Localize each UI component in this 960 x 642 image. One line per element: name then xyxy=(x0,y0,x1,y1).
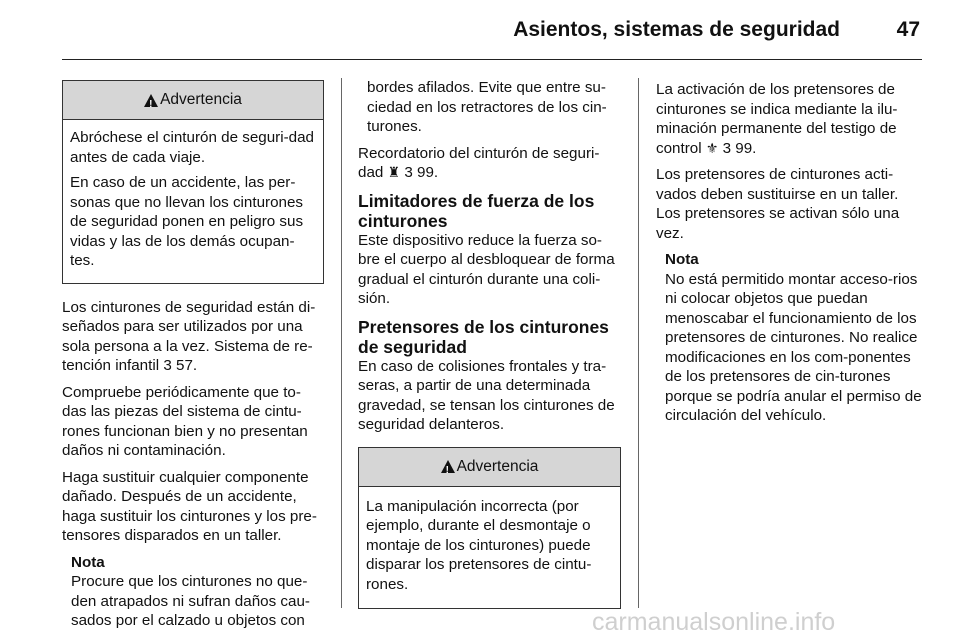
warning-label: Advertencia xyxy=(456,457,539,475)
heading-pretensioners: Pretensores de los cinturones de seguridad xyxy=(358,316,609,357)
note-text: No está permitido montar acceso-rios ni colocar objetos que puedan menoscabar el funcionamiento de los pretensores de cinturones. No realice modificaciones en los com-ponentes de los pretensores de cin-turones porque se podría anular el permiso de circulación del vehículo. xyxy=(665,270,922,424)
warning-triangle-icon xyxy=(144,94,158,107)
warning-header xyxy=(63,81,323,120)
note-block xyxy=(656,250,922,426)
seatbelt-reminder-icon: ♜ xyxy=(387,164,401,180)
note-block xyxy=(62,553,324,631)
warning-box-1 xyxy=(62,80,324,284)
paragraph: La activación de los pretensores de cinturones se indica mediante la ilu-minación permanente del testigo de control ⚜ 3 99. xyxy=(656,81,898,157)
section-title: Asientos, sistemas de seguridad xyxy=(513,18,840,41)
cross-reference: 3 57. xyxy=(163,357,198,374)
heading-force-limiters: Limitadores de fuerza de los cinturones xyxy=(358,190,595,231)
warning-label: Advertencia xyxy=(160,91,242,109)
airbag-warning-icon: ⚜ xyxy=(705,139,719,156)
watermark: carmanualsonline.info xyxy=(592,608,836,636)
paragraph: En caso de colisiones frontales y tra-seras, a partir de una determinada gravedad, se tensan los cinturones de seguridad delanteros. xyxy=(358,357,615,433)
page-number: 47 xyxy=(896,18,920,41)
paragraph: Recordatorio del cinturón de seguri-dad ♜ 3 99. xyxy=(358,144,600,181)
cross-reference: 3 99. xyxy=(722,139,757,157)
paragraph: Este dispositivo reduce la fuerza so-bre el cuerpo al desbloquear de forma gradual el cinturón durante una coli-sión. xyxy=(358,231,615,307)
header-divider xyxy=(62,59,922,60)
column-divider-2 xyxy=(638,78,639,608)
note-label: Nota xyxy=(665,251,699,268)
column-divider-1 xyxy=(341,78,342,608)
cross-reference: 3 99. xyxy=(404,164,439,181)
paragraph: Los pretensores de cinturones acti-vados deben sustituirse en un taller. Los pretensores se activan sólo una vez. xyxy=(656,166,900,242)
note-label: Nota xyxy=(71,553,105,571)
warning-text-1: Abróchese el cinturón de seguri-dad antes de cada viaje. xyxy=(70,129,314,166)
paragraph: Los cinturones de seguridad están di-señados para ser utilizados por una sola persona a la vez. Sistema de re-tención infantil 3 57. xyxy=(62,298,316,374)
warning-box-2 xyxy=(358,447,621,610)
column-1 xyxy=(62,80,324,631)
column-3 xyxy=(656,80,922,426)
warning-triangle-icon xyxy=(441,460,455,473)
note-continuation: bordes afilados. Evite que entre su-ciedad en los retractores de los cin-turones. xyxy=(367,79,607,135)
warning-header xyxy=(359,448,620,487)
note-text: Procure que los cinturones no que-den atrapados ni sufran daños cau-sados por el calzado u objetos con xyxy=(71,573,310,629)
paragraph: Compruebe periódicamente que to-das las piezas del sistema de cintu-rones funcionan bien y no presentan daños ni contaminación. xyxy=(62,383,308,459)
paragraph: Haga sustituir cualquier componente dañado. Después de un accidente, haga sustituir los cinturones y los pre-tensores disparados en un taller. xyxy=(62,468,317,544)
page-header xyxy=(0,0,960,60)
warning-body xyxy=(63,120,323,283)
warning-body xyxy=(359,487,620,609)
warning-text: La manipulación incorrecta (por ejemplo, durante el desmontaje o montaje de los cinturones) puede disparar los pretensores de cintu-rones. xyxy=(366,497,592,593)
warning-text-2: En caso de un accidente, las per-sonas que no llevan los cinturones de seguridad ponen en peligro sus vidas y las de los demás ocupan-tes. xyxy=(70,174,304,269)
column-2 xyxy=(358,78,621,623)
